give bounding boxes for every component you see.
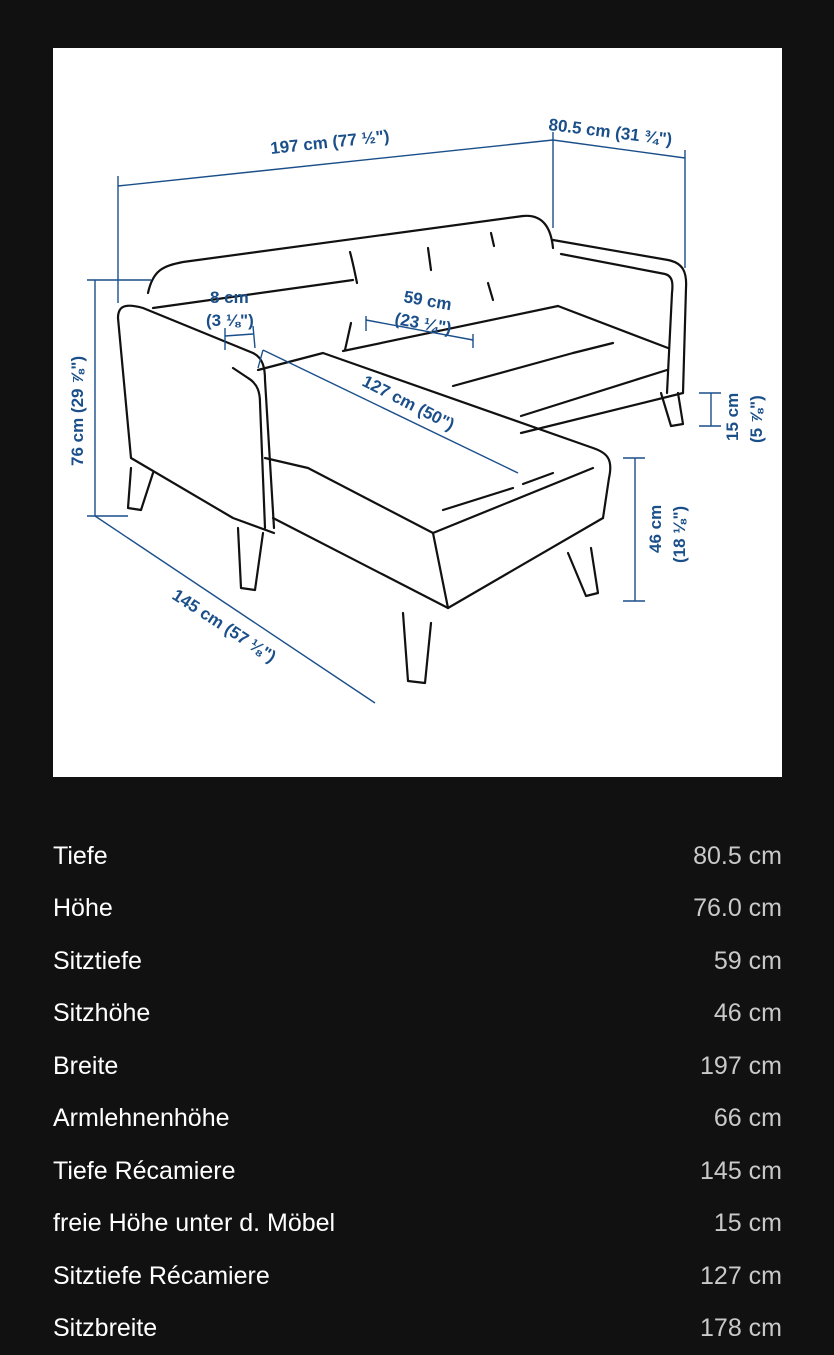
dimension-labels <box>68 115 766 666</box>
spec-label: freie Höhe unter d. Möbel <box>53 1209 335 1238</box>
spec-row-sitzhoehe <box>53 988 782 1041</box>
seat-depth-label-line2: (23 ¼") <box>393 309 453 338</box>
spec-row-tiefe <box>53 830 782 883</box>
spec-row-breite <box>53 1040 782 1093</box>
spec-value: 178 cm <box>700 1314 782 1343</box>
spec-label: Breite <box>53 1052 118 1081</box>
spec-row-sitzbreite <box>53 1303 782 1355</box>
clearance-label-line2: (5 ⅞") <box>747 395 766 443</box>
spec-label: Tiefe Récamiere <box>53 1157 235 1186</box>
spec-value: 46 cm <box>714 999 782 1028</box>
chaise-depth-label: 145 cm (57 ⅛") <box>169 585 280 666</box>
clearance-label-line1: 15 cm <box>723 393 742 441</box>
armrest-label-line2: (3 ⅛") <box>206 311 254 330</box>
depth-label: 80.5 cm (31 ¾") <box>548 115 674 149</box>
seat-height-label-line2: (18 ⅛") <box>670 506 689 563</box>
spec-label: Sitzhöhe <box>53 999 150 1028</box>
spec-row-freie-hoehe <box>53 1198 782 1251</box>
spec-row-sitztiefe <box>53 935 782 988</box>
spec-row-sitztiefe-recamiere <box>53 1250 782 1303</box>
armrest-label-line1: 8 cm <box>210 288 249 307</box>
chaise-seat-depth-label: 127 cm (50") <box>359 372 457 435</box>
spec-value: 80.5 cm <box>693 842 782 871</box>
spec-value: 59 cm <box>714 947 782 976</box>
sofa-dimension-drawing <box>53 48 782 777</box>
spec-value: 15 cm <box>714 1209 782 1238</box>
seat-height-label-line1: 46 cm <box>646 505 665 553</box>
width-label: 197 cm (77 ½") <box>269 127 390 158</box>
spec-label: Armlehnenhöhe <box>53 1104 230 1133</box>
spec-row-hoehe <box>53 883 782 936</box>
spec-label: Tiefe <box>53 842 108 871</box>
height-label: 76 cm (29 ⅞") <box>68 356 87 466</box>
spec-label: Sitztiefe <box>53 947 142 976</box>
spec-row-tiefe-recamiere <box>53 1145 782 1198</box>
spec-value: 197 cm <box>700 1052 782 1081</box>
spec-value: 145 cm <box>700 1157 782 1186</box>
spec-value: 76.0 cm <box>693 894 782 923</box>
spec-label: Sitzbreite <box>53 1314 157 1343</box>
spec-label: Sitztiefe Récamiere <box>53 1262 270 1291</box>
seat-depth-label-line1: 59 cm <box>402 287 453 314</box>
dimension-diagram <box>53 48 782 777</box>
spec-value: 66 cm <box>714 1104 782 1133</box>
specifications-list <box>53 830 782 1355</box>
spec-value: 127 cm <box>700 1262 782 1291</box>
spec-row-armlehnenhoehe <box>53 1093 782 1146</box>
spec-label: Höhe <box>53 894 113 923</box>
